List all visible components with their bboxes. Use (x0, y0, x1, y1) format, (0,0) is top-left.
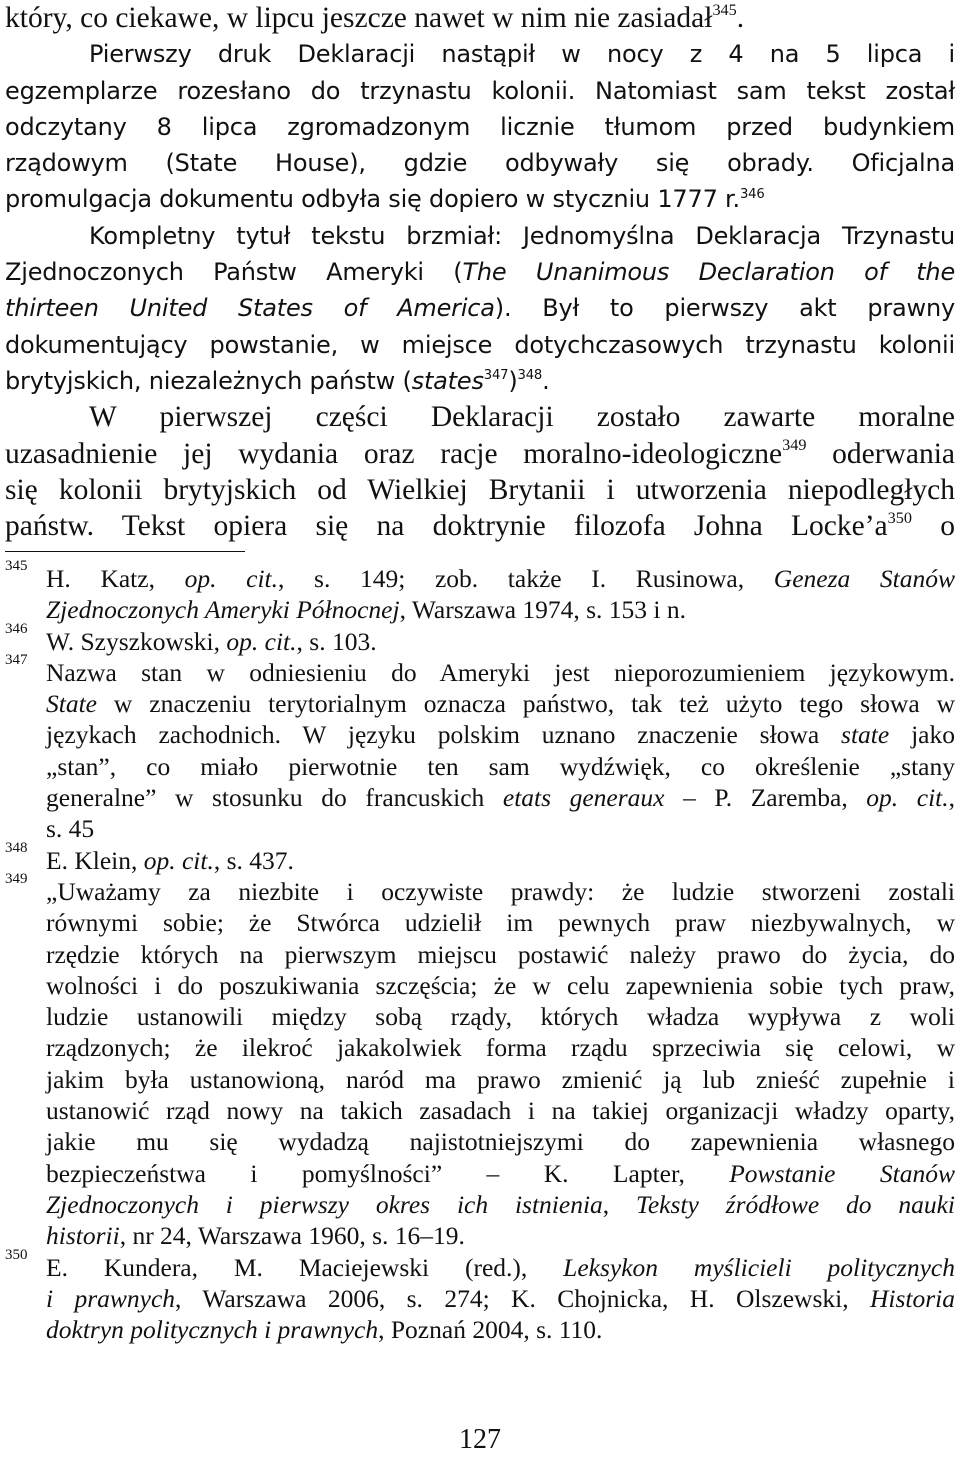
footnote-line: i prawnych, Warszawa 2006, s. 274; K. Chojnicka, H. Olszewski, Historia (46, 1283, 955, 1313)
body-line: thirteen United States of America). Był to pierwszy akt prawny (5, 294, 955, 323)
footnote-line: bezpieczeństwa i pomyślności” – K. Lapter, Powstanie Stanów (46, 1158, 955, 1188)
body-line: odczytany 8 lipca zgromadzonym licznie tłumom przed budynkiem (5, 112, 955, 141)
footnote-number: 346 (5, 620, 28, 637)
body-line: rządowym (State House), gdzie odbywały się obrady. Oficjalna (5, 149, 955, 178)
footnote-number: 345 (5, 558, 28, 574)
footnote-line: językach zachodnich. W języku polskim uznano znaczenie słowa state jako (46, 720, 956, 750)
footnote-ref[interactable]: 348 (517, 368, 543, 384)
main-text (5, 0, 955, 544)
footnote-347 (5, 651, 956, 845)
footnote-line: Zjednoczonych Ameryki Północnej, Warszawa 1974, s. 153 i n. (46, 595, 687, 625)
body-line: dokumentujący powstanie, w miejsce dotychczasowych trzynastu kolonii (5, 330, 955, 359)
footnote-number: 348 (5, 839, 28, 856)
footnote-line: „stan”, co miało pierwotnie ten sam wydźwięk, co określenie „stany (46, 751, 955, 781)
body-line: Zjednoczonych Państw Ameryki (The Unanimous Declaration of the (5, 258, 956, 287)
footnote-ref[interactable]: 346 (739, 186, 765, 202)
footnote-ref[interactable]: 350 (887, 509, 912, 527)
body-line: państw. Tekst opiera się na doktrynie filozofa Johna $Locke’a^{350}$ o (5, 509, 955, 543)
footnote-ref[interactable]: 347 (483, 368, 509, 384)
footnote-346 (5, 620, 955, 657)
footnote-line: E. Kundera, M. Maciejewski (red.), Leksykon myślicieli politycznych (46, 1252, 955, 1282)
footnote-ref[interactable]: 349 (782, 436, 807, 455)
footnote-line: ludzie ustanowili między sobą rządy, których władza wypływa z woli (46, 1002, 955, 1032)
footnote-line: ustanowić rząd nowy na takich zasadach i na takiej organizacji władzy oparty, (46, 1096, 955, 1126)
footnote-line: State w znaczeniu terytorialnym oznacza państwo, tak też użyto tego słowa w (46, 689, 955, 719)
footnote-line: rzędzie których na pierwszym miejscu postawić należy prawo do życia, do (46, 939, 955, 969)
body-line: W pierwszej części Deklaracji zostało zawarte moralne (89, 401, 955, 434)
footnote-350 (5, 1246, 955, 1346)
footnote-line: E. Klein, op. cit., s. 437. (46, 845, 294, 875)
footnote-line: jakim była ustanowioną, naród ma prawo zmienić ją lub znieść zupełnie i (46, 1064, 955, 1094)
footnote-line: wolności i do poszukiwania szczęścia; że w celu zapewnienia sobie tych praw, (46, 970, 955, 1000)
body-line: Kompletny tytuł tekstu brzmiał: Jednomyślna Deklaracja Trzynastu (89, 221, 955, 250)
body-line: który, co ciekawe, w lipcu jeszcze nawet w nim nie zasiadał$^{345}$. (5, 0, 745, 34)
footnote-line: W. Szyszkowski, op. cit., s. 103. (46, 626, 377, 656)
footnote-number: 349 (5, 870, 28, 887)
body-line: brytyjskich, niezależnych państw (states$^{347}$)$^{348}$. (5, 366, 550, 395)
footnote-345 (5, 558, 955, 626)
footnote-line: Zjednoczonych i pierwszy okres ich istnienia, Teksty źródłowe do nauki (46, 1189, 955, 1219)
body-line: się kolonii brytyjskich od Wielkiej Brytanii i utworzenia niepodległych (5, 473, 955, 506)
footnote-line: doktryn politycznych i prawnych, Poznań 2004, s. 110. (46, 1315, 603, 1345)
footnote-348 (5, 839, 955, 876)
body-line: uzasadnienie jej wydania oraz racje moralno-ideologiczne$^{349}$ oderwania (5, 436, 955, 470)
footnote-line: „Uważamy za niezbite i oczywiste prawdy: że ludzie stworzeni zostali (46, 876, 955, 906)
footnote-line: jakie mu się wydadzą najistotniejszymi do zapewnienia własnego (46, 1127, 955, 1157)
footnote-number: 347 (5, 651, 28, 668)
footnote-349 (5, 870, 955, 1252)
footnote-line: s. 45 (46, 814, 95, 844)
footnote-ref[interactable]: 345 (712, 0, 737, 19)
footnote-line: H. Katz, op. cit., s. 149; zob. także I. Rusinowa, Geneza Stanów (46, 564, 955, 593)
footnotes (5, 558, 956, 1345)
body-line: Pierwszy druk Deklaracji nastąpił w nocy z 4 na 5 lipca i (89, 40, 955, 69)
footnote-line: generalne” w stosunku do francuskich etats generaux – P. Zaremba, op. cit., (46, 783, 955, 813)
footnote-separator (5, 551, 245, 552)
body-line: egzemplarze rozesłano do trzynastu kolonii. Natomiast sam tekst został (5, 76, 955, 105)
body-line: promulgacja dokumentu odbyła się dopiero w styczniu 1777 r.$^{346}$ (5, 185, 765, 214)
footnote-number: 350 (5, 1246, 28, 1263)
footnote-line: Nazwa stan w odniesieniu do Ameryki jest nieporozumieniem językowym. (46, 657, 955, 687)
footnote-line: rządzonych; że ilekroć jakakolwiek forma rządu sprzeciwia się celowi, w (46, 1033, 955, 1063)
footnote-line: równymi sobie; że Stwórca udzielił im pewnych praw niezbywalnych, w (46, 908, 955, 938)
page-number: 127 (459, 1424, 501, 1455)
footnote-line: historii, nr 24, Warszawa 1960, s. 16–19. (46, 1221, 465, 1251)
